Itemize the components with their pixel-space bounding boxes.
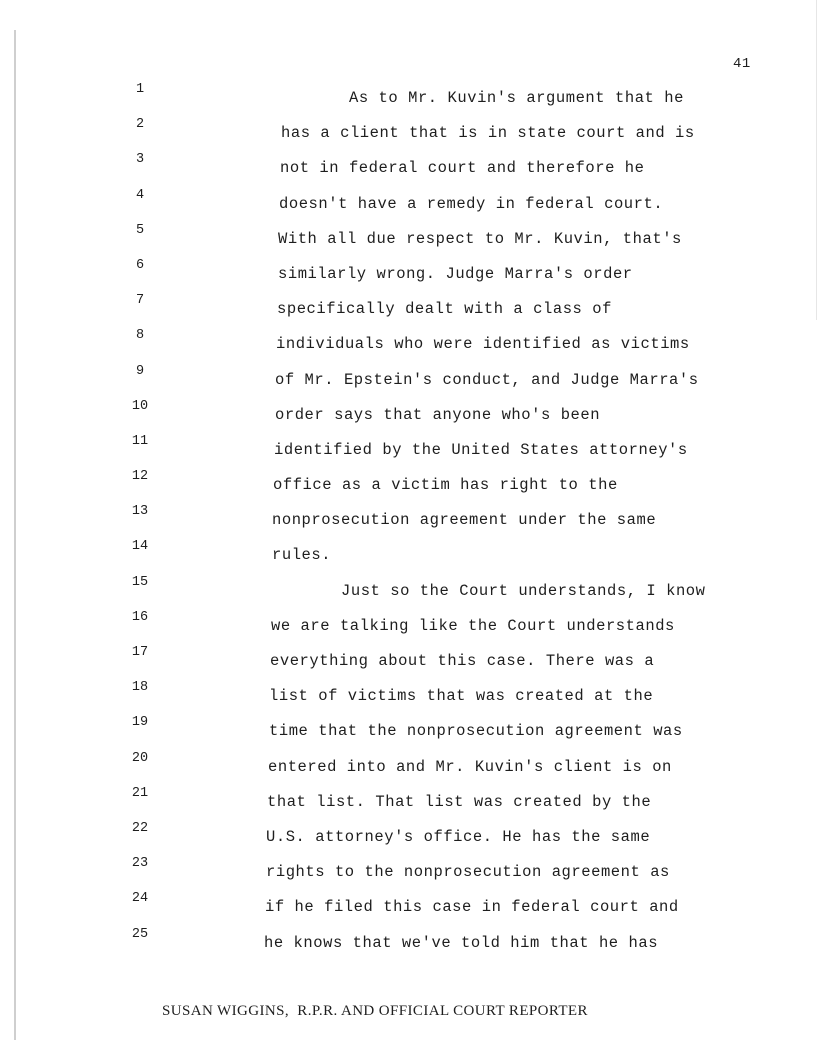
transcript-line: similarly wrong. Judge Marra's order — [278, 264, 633, 283]
transcript-line: has a client that is in state court and is — [281, 124, 695, 143]
line-number: 16 — [131, 609, 149, 625]
transcript-body — [0, 80, 817, 960]
line-number: 21 — [131, 785, 149, 801]
transcript-line: U.S. attorney's office. He has the same — [266, 827, 651, 846]
line-number: 25 — [131, 926, 149, 942]
line-number: 8 — [135, 328, 145, 344]
transcript-line: not in federal court and therefore he — [280, 159, 645, 178]
line-number: 11 — [131, 433, 149, 449]
line-number: 3 — [135, 152, 145, 168]
line-number: 7 — [135, 293, 145, 309]
line-number: 13 — [131, 504, 149, 520]
transcript-line: of Mr. Epstein's conduct, and Judge Marra's — [275, 370, 699, 389]
transcript-line: As to Mr. Kuvin's argument that he — [349, 89, 684, 107]
transcript-line: Just so the Court understands, I know — [341, 581, 706, 600]
transcript-line: specifically dealt with a class of — [277, 300, 612, 319]
transcript-line: entered into and Mr. Kuvin's client is on — [268, 757, 672, 776]
transcript-line: With all due respect to Mr. Kuvin, that's — [278, 229, 682, 248]
line-number: 18 — [131, 680, 149, 696]
transcript-line: individuals who were identified as victims — [276, 335, 690, 354]
line-number: 2 — [135, 117, 145, 133]
line-number: 19 — [131, 715, 149, 731]
page-number: 41 — [733, 56, 751, 72]
line-number: 12 — [131, 469, 149, 485]
line-number: 15 — [131, 574, 149, 590]
line-number: 4 — [135, 187, 145, 203]
transcript-line: that list. That list was created by the — [267, 792, 652, 811]
transcript-line: we are talking like the Court understands — [271, 616, 675, 635]
transcript-line: everything about this case. There was a — [270, 652, 655, 670]
transcript-line: rules. — [272, 546, 332, 565]
transcript-line: office as a victim has right to the — [273, 476, 618, 495]
line-number: 14 — [131, 539, 149, 555]
line-number: 1 — [135, 82, 145, 97]
line-number: 24 — [131, 891, 149, 907]
transcript-line: identified by the United States attorney's — [274, 440, 688, 459]
line-number: 10 — [131, 398, 149, 414]
line-number: 6 — [135, 257, 145, 273]
transcript-line: nonprosecution agreement under the same — [272, 511, 657, 530]
line-number: 22 — [131, 820, 149, 836]
transcript-line: if he filed this case in federal court and — [265, 898, 679, 917]
transcript-line: order says that anyone who's been — [275, 405, 601, 424]
transcript-line: time that the nonprosecution agreement was — [269, 722, 683, 741]
court-reporter-footer: SUSAN WIGGINS, R.P.R. AND OFFICIAL COURT REPORTER — [162, 1003, 588, 1019]
line-number: 9 — [135, 363, 145, 379]
transcript-line: rights to the nonprosecution agreement as — [266, 863, 670, 882]
transcript-line: doesn't have a remedy in federal court. — [279, 194, 664, 213]
line-number: 17 — [131, 645, 149, 660]
line-number: 20 — [131, 750, 149, 766]
line-number: 23 — [131, 856, 149, 872]
transcript-line: list of victims that was created at the — [269, 687, 654, 706]
line-number: 5 — [135, 222, 145, 238]
transcript-line: he knows that we've told him that he has — [264, 933, 659, 952]
